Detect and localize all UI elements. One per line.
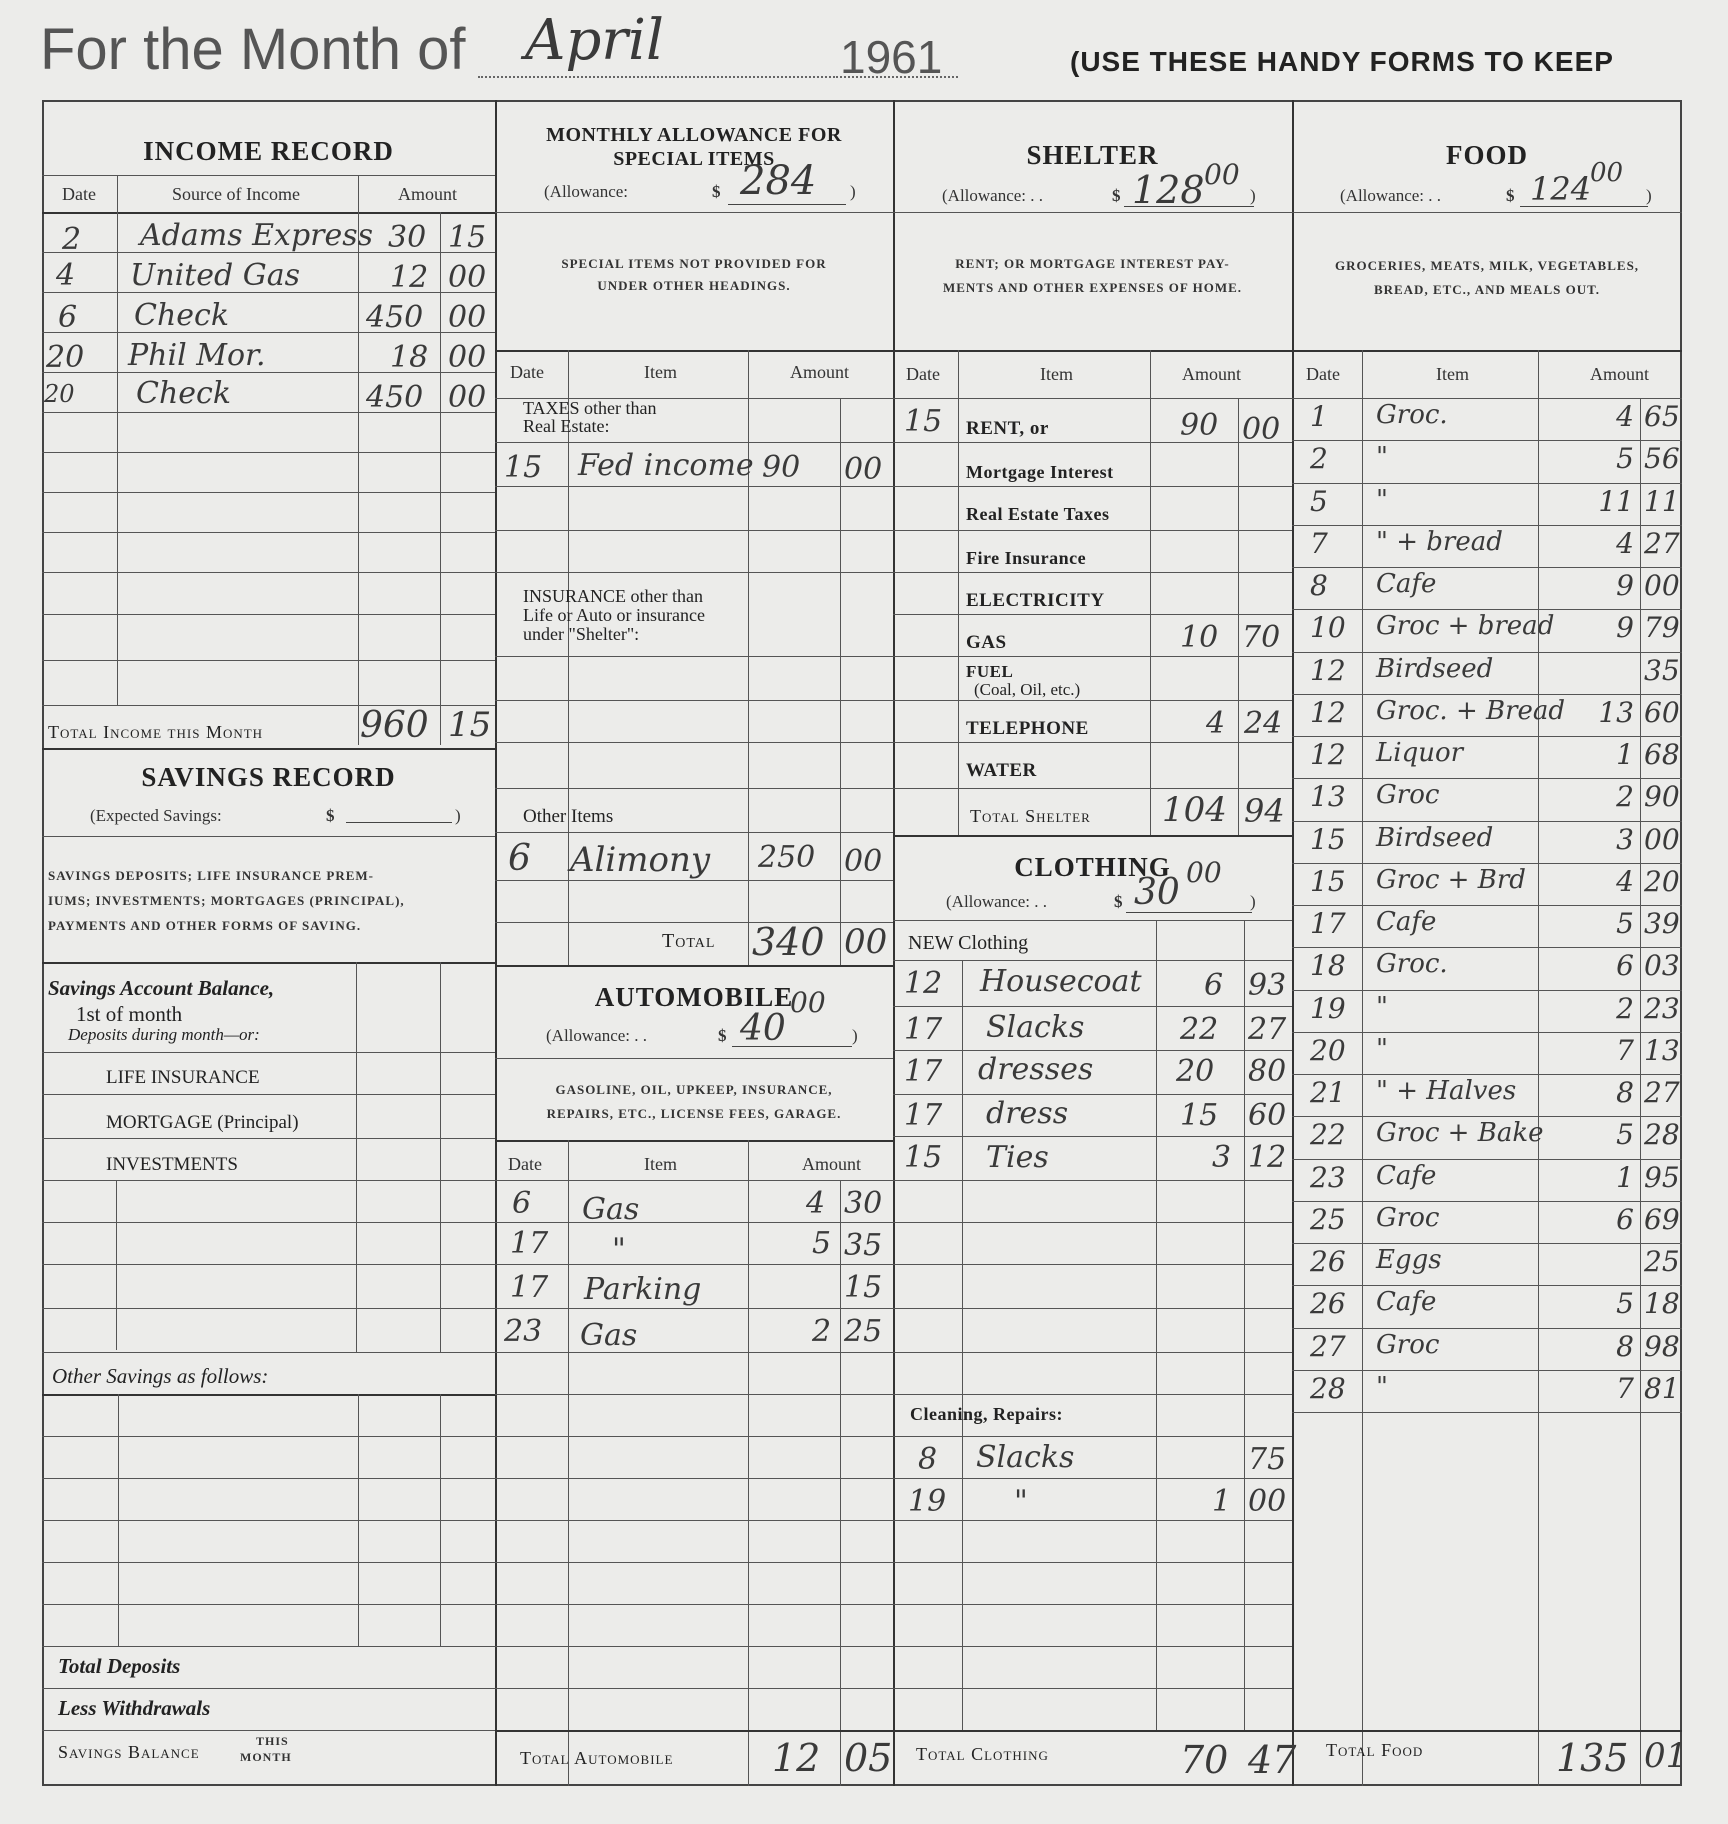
- month-underline: [478, 76, 838, 78]
- clothing-clean-2-date: 19: [908, 1484, 947, 1519]
- savings-other: Other Savings as follows:: [52, 1364, 269, 1388]
- food-row-23-dollars: 8: [1616, 1330, 1634, 1363]
- auto-row-2-date: 17: [510, 1226, 549, 1261]
- header-prefix: For the Month of: [40, 17, 466, 82]
- clothing-row-5-item: Ties: [986, 1140, 1049, 1175]
- food-row-1-date: 1: [1310, 400, 1328, 433]
- savings-less-withdrawals: Less Withdrawals: [58, 1696, 211, 1720]
- auto-allowance-cents: 00: [790, 986, 826, 1019]
- food-col-item: Item: [1436, 364, 1469, 384]
- food-row-10-date: 13: [1310, 780, 1346, 813]
- food-row-16-item: ": [1376, 1034, 1388, 1064]
- special-ins-2: Life or Auto or insurance: [523, 605, 705, 625]
- shelter-row-6-dollars: 10: [1180, 620, 1219, 655]
- food-desc-2: BREAD, ETC., AND MEALS OUT.: [1373, 282, 1601, 297]
- food-row-13-item: Cafe: [1376, 907, 1437, 937]
- special-desc-1: SPECIAL ITEMS NOT PROVIDED FOR: [561, 256, 827, 271]
- food-row-13-date: 17: [1310, 907, 1346, 940]
- income-total-dollars: 960: [360, 705, 429, 746]
- food-row-2-item: ": [1376, 442, 1388, 472]
- clothing-allowance-cents: 00: [1186, 856, 1222, 889]
- special-col-amount: Amount: [790, 362, 850, 382]
- shelter-desc-2: MENTS AND OTHER EXPENSES OF HOME.: [942, 280, 1243, 295]
- clothing-dollar: $: [1114, 892, 1123, 911]
- food-row-1-cents: 65: [1644, 400, 1680, 433]
- food-row-1-item: Groc.: [1376, 400, 1448, 430]
- savings-title: SAVINGS RECORD: [141, 762, 396, 792]
- auto-total-dollars: 12: [772, 1736, 821, 1780]
- food-row-20-cents: 69: [1644, 1203, 1680, 1236]
- income-row-3-date: 6: [58, 300, 78, 335]
- food-row-24-dollars: 7: [1616, 1372, 1634, 1405]
- food-row-19-date: 23: [1310, 1161, 1346, 1194]
- savings-balance-label: Savings Balance: [58, 1742, 200, 1762]
- food-row-15-date: 19: [1310, 992, 1346, 1025]
- shelter-desc-1: RENT; OR MORTGAGE INTEREST PAY-: [955, 256, 1230, 271]
- shelter-row-8-dollars: 4: [1206, 706, 1226, 741]
- auto-row-1-cents: 30: [844, 1186, 883, 1221]
- special-tax-item: Fed income: [578, 448, 754, 483]
- food-row-22-cents: 18: [1644, 1287, 1680, 1320]
- clothing-clean-2-item: ": [1014, 1484, 1028, 1519]
- divider-1: [495, 100, 497, 1786]
- auto-col-amount: Amount: [802, 1154, 862, 1174]
- auto-row-3-item: Parking: [584, 1272, 702, 1307]
- special-tax-date: 15: [504, 450, 543, 485]
- special-ins-1: INSURANCE other than: [523, 586, 703, 606]
- clothing-title: CLOTHING: [1014, 852, 1171, 882]
- food-row-2-dollars: 5: [1616, 442, 1634, 475]
- food-title: FOOD: [1446, 140, 1528, 170]
- food-row-18-cents: 28: [1644, 1118, 1680, 1151]
- food-row-12-date: 15: [1310, 865, 1346, 898]
- shelter-row-5-item: ELECTRICITY: [966, 590, 1105, 611]
- auto-row-4-dollars: 2: [812, 1314, 832, 1349]
- auto-close: ): [852, 1026, 858, 1045]
- food-row-20-item: Groc: [1376, 1203, 1440, 1233]
- auto-allow-label: (Allowance: . .: [546, 1026, 648, 1045]
- clothing-total-label: Total Clothing: [916, 1744, 1049, 1764]
- food-row-3-item: ": [1376, 485, 1388, 515]
- food-row-22-dollars: 5: [1616, 1287, 1634, 1320]
- auto-col-item: Item: [644, 1154, 677, 1174]
- special-dollar: $: [712, 182, 721, 201]
- special-ins-3: under "Shelter":: [523, 624, 640, 644]
- food-row-12-item: Groc + Brd: [1376, 865, 1526, 895]
- food-row-16-cents: 13: [1644, 1034, 1680, 1067]
- food-row-22-item: Cafe: [1376, 1287, 1437, 1317]
- food-row-10-cents: 90: [1644, 780, 1680, 813]
- auto-row-3-date: 17: [510, 1270, 549, 1305]
- food-row-18-date: 22: [1310, 1118, 1346, 1151]
- shelter-row-4-item: Fire Insurance: [966, 548, 1087, 568]
- shelter-row-8-cents: 24: [1244, 706, 1283, 741]
- food-row-22-date: 26: [1310, 1287, 1346, 1320]
- shelter-col-amount: Amount: [1182, 364, 1242, 384]
- shelter-row-1-item: RENT, or: [966, 418, 1049, 439]
- clothing-clean-1-date: 8: [918, 1442, 938, 1477]
- food-row-16-dollars: 7: [1616, 1034, 1634, 1067]
- food-row-9-dollars: 1: [1616, 738, 1634, 771]
- income-row-1-date: 2: [62, 222, 82, 257]
- food-row-11-item: Birdseed: [1376, 823, 1494, 853]
- food-row-8-cents: 60: [1644, 696, 1680, 729]
- food-row-21-cents: 25: [1644, 1245, 1680, 1278]
- special-allow-label: (Allowance:: [544, 182, 629, 201]
- special-total-dollars: 340: [752, 920, 825, 964]
- food-col-date: Date: [1306, 364, 1340, 384]
- income-row-3-source: Check: [134, 298, 230, 333]
- clothing-row-2-cents: 27: [1248, 1012, 1287, 1047]
- food-row-6-cents: 79: [1644, 611, 1680, 644]
- food-row-23-date: 27: [1310, 1330, 1346, 1363]
- auto-row-3-cents: 15: [844, 1270, 883, 1305]
- food-row-14-cents: 03: [1644, 949, 1680, 982]
- clothing-row-3-dollars: 20: [1176, 1054, 1215, 1089]
- auto-row-4-item: Gas: [580, 1318, 638, 1353]
- food-row-13-dollars: 5: [1616, 907, 1634, 940]
- auto-desc-1: GASOLINE, OIL, UPKEEP, INSURANCE,: [555, 1082, 833, 1097]
- food-col-amount: Amount: [1590, 364, 1650, 384]
- food-row-21-date: 26: [1310, 1245, 1346, 1278]
- savings-balance-2: 1st of month: [76, 1002, 183, 1026]
- shelter-fuel-sub: (Coal, Oil, etc.): [974, 680, 1081, 699]
- special-total-cents: 00: [844, 922, 888, 962]
- food-close: ): [1646, 186, 1652, 205]
- income-row-5-date: 20: [44, 380, 75, 408]
- food-row-18-dollars: 5: [1616, 1118, 1634, 1151]
- clothing-row-1-item: Housecoat: [980, 964, 1142, 999]
- income-row-1-source: Adams Express: [140, 218, 374, 253]
- shelter-row-3-item: Real Estate Taxes: [966, 504, 1110, 524]
- food-row-4-item: " + bread: [1376, 527, 1503, 557]
- clothing-row-5-cents: 12: [1248, 1140, 1287, 1175]
- food-row-9-cents: 68: [1644, 738, 1680, 771]
- shelter-total-dollars: 104: [1162, 790, 1227, 830]
- food-row-4-cents: 27: [1644, 527, 1680, 560]
- income-row-5-source: Check: [136, 376, 232, 411]
- income-row-1-cents: 15: [448, 220, 487, 255]
- savings-balance-3: Deposits during month—or:: [68, 1025, 260, 1044]
- clothing-row-2-date: 17: [904, 1012, 943, 1047]
- auto-row-2-item: ": [612, 1232, 626, 1267]
- income-row-3-cents: 00: [448, 300, 487, 335]
- savings-investments: INVESTMENTS: [106, 1154, 238, 1175]
- auto-title: AUTOMOBILE: [594, 982, 794, 1012]
- food-row-3-date: 5: [1310, 485, 1328, 518]
- savings-expected-label: (Expected Savings:: [90, 806, 222, 825]
- income-row-5-dollars: 450: [366, 380, 424, 415]
- food-row-17-date: 21: [1310, 1076, 1346, 1109]
- shelter-row-2-item: Mortgage Interest: [966, 462, 1114, 482]
- food-row-12-dollars: 4: [1616, 865, 1634, 898]
- food-row-14-dollars: 6: [1616, 949, 1634, 982]
- shelter-row-8-item: TELEPHONE: [966, 718, 1089, 739]
- food-row-9-date: 12: [1310, 738, 1346, 771]
- clothing-row-2-item: Slacks: [986, 1010, 1085, 1045]
- auto-row-4-date: 23: [504, 1314, 543, 1349]
- shelter-allow-label: (Allowance: . .: [942, 186, 1044, 205]
- income-row-2-source: United Gas: [130, 258, 300, 293]
- savings-expected-field[interactable]: [346, 822, 452, 823]
- food-row-7-date: 12: [1310, 654, 1346, 687]
- income-row-4-date: 20: [46, 340, 85, 375]
- savings-this: THIS: [256, 1734, 289, 1748]
- shelter-col-item: Item: [1040, 364, 1073, 384]
- auto-row-1-dollars: 4: [806, 1186, 826, 1221]
- auto-allowance: 40: [740, 1008, 786, 1049]
- food-dollar: $: [1506, 186, 1515, 205]
- shelter-row-9-item: WATER: [966, 760, 1037, 781]
- clothing-row-4-dollars: 15: [1180, 1098, 1219, 1133]
- income-col-date: Date: [62, 184, 96, 204]
- special-taxes-1: TAXES other than: [523, 398, 657, 418]
- special-taxes-2: Real Estate:: [523, 416, 610, 436]
- food-row-23-item: Groc: [1376, 1330, 1440, 1360]
- food-row-8-date: 12: [1310, 696, 1346, 729]
- savings-dollar: $: [326, 806, 335, 825]
- header-note: (USE THESE HANDY FORMS TO KEEP: [1070, 46, 1614, 77]
- income-col-amount: Amount: [398, 184, 458, 204]
- shelter-row-6-cents: 70: [1242, 620, 1281, 655]
- income-title: INCOME RECORD: [143, 136, 394, 166]
- special-total-label: Total: [662, 930, 716, 952]
- food-row-11-date: 15: [1310, 823, 1346, 856]
- clothing-clean-2-cents: 00: [1248, 1484, 1287, 1519]
- food-row-2-cents: 56: [1644, 442, 1680, 475]
- shelter-row-1-date: 15: [904, 404, 943, 439]
- food-row-19-dollars: 1: [1616, 1161, 1634, 1194]
- shelter-total-label: Total Shelter: [970, 806, 1091, 826]
- clothing-total-dollars: 70: [1180, 1738, 1229, 1782]
- clothing-row-4-item: dress: [986, 1096, 1069, 1131]
- food-row-8-dollars: 13: [1598, 696, 1634, 729]
- clothing-close: ): [1250, 892, 1256, 911]
- food-row-3-cents: 11: [1644, 485, 1680, 518]
- income-row-4-source: Phil Mor.: [128, 338, 266, 373]
- special-other-dollars: 250: [758, 840, 816, 875]
- special-allowance: 284: [740, 158, 817, 204]
- shelter-close: ): [1250, 186, 1256, 205]
- special-close: ): [850, 182, 856, 201]
- food-total-dollars: 135: [1556, 1736, 1629, 1780]
- auto-col-date: Date: [508, 1154, 542, 1174]
- food-row-15-dollars: 2: [1616, 992, 1634, 1025]
- food-row-24-date: 28: [1310, 1372, 1346, 1405]
- clothing-allowance: 30: [1134, 872, 1180, 913]
- special-title-1: MONTHLY ALLOWANCE FOR: [546, 124, 842, 146]
- clothing-row-1-dollars: 6: [1204, 968, 1224, 1003]
- header-month: April: [525, 8, 664, 73]
- food-row-9-item: Liquor: [1376, 738, 1464, 768]
- food-row-14-item: Groc.: [1376, 949, 1448, 979]
- header-year: 1961: [840, 31, 943, 83]
- food-row-12-cents: 20: [1644, 865, 1680, 898]
- food-row-20-date: 25: [1310, 1203, 1346, 1236]
- income-row-3-dollars: 450: [366, 300, 424, 335]
- income-row-1-dollars: 30: [388, 220, 427, 255]
- clothing-row-4-date: 17: [904, 1098, 943, 1133]
- food-row-2-date: 2: [1310, 442, 1328, 475]
- auto-desc-2: REPAIRS, ETC., LICENSE FEES, GARAGE.: [546, 1106, 842, 1121]
- food-row-1-dollars: 4: [1616, 400, 1634, 433]
- clothing-clean-1-item: Slacks: [976, 1440, 1075, 1475]
- food-row-7-item: Birdseed: [1376, 654, 1494, 684]
- clothing-row-3-item: dresses: [978, 1052, 1094, 1087]
- food-row-20-dollars: 6: [1616, 1203, 1634, 1236]
- auto-dollar: $: [718, 1026, 727, 1045]
- income-row-2-dollars: 12: [390, 260, 429, 295]
- food-row-5-cents: 00: [1644, 569, 1680, 602]
- clothing-row-1-date: 12: [904, 966, 943, 1001]
- year-underline: [840, 76, 958, 78]
- food-allow-label: (Allowance: . .: [1340, 186, 1442, 205]
- food-row-11-dollars: 3: [1616, 823, 1634, 856]
- savings-mortgage: MORTGAGE (Principal): [106, 1112, 299, 1133]
- shelter-title: SHELTER: [1026, 140, 1159, 170]
- clothing-row-1-cents: 93: [1248, 968, 1287, 1003]
- food-row-19-cents: 95: [1644, 1161, 1680, 1194]
- food-row-15-item: ": [1376, 992, 1388, 1022]
- shelter-row-1-dollars: 90: [1180, 408, 1219, 443]
- food-row-11-cents: 00: [1644, 823, 1680, 856]
- food-row-13-cents: 39: [1644, 907, 1680, 940]
- food-row-10-dollars: 2: [1616, 780, 1634, 813]
- income-row-2-cents: 00: [448, 260, 487, 295]
- clothing-row-5-date: 15: [904, 1140, 943, 1175]
- food-row-4-date: 7: [1310, 527, 1328, 560]
- savings-balance-1: Savings Account Balance,: [48, 976, 275, 1000]
- food-row-19-item: Cafe: [1376, 1161, 1437, 1191]
- savings-close: ): [455, 806, 461, 825]
- income-col-source: Source of Income: [172, 184, 300, 204]
- food-row-17-cents: 27: [1644, 1076, 1680, 1109]
- special-col-item: Item: [644, 362, 677, 382]
- special-other-date: 6: [508, 838, 531, 879]
- food-row-23-cents: 98: [1644, 1330, 1680, 1363]
- food-allowance-cents: 00: [1590, 158, 1624, 188]
- food-row-5-item: Cafe: [1376, 569, 1437, 599]
- shelter-dollar: $: [1112, 186, 1121, 205]
- savings-life-insurance: LIFE INSURANCE: [106, 1067, 260, 1088]
- food-row-5-date: 8: [1310, 569, 1328, 602]
- special-other-label: Other Items: [523, 806, 614, 827]
- food-row-17-item: " + Halves: [1376, 1076, 1517, 1106]
- savings-desc-1: SAVINGS DEPOSITS; LIFE INSURANCE PREM-: [48, 868, 374, 883]
- food-row-6-dollars: 9: [1616, 611, 1634, 644]
- food-row-14-date: 18: [1310, 949, 1346, 982]
- savings-desc-2: IUMS; INVESTMENTS; MORTGAGES (PRINCIPAL),: [48, 893, 405, 908]
- divider-3: [1292, 100, 1294, 1786]
- food-desc-1: GROCERIES, MEATS, MILK, VEGETABLES,: [1334, 258, 1640, 273]
- food-row-24-cents: 81: [1644, 1372, 1680, 1405]
- shelter-row-1-cents: 00: [1242, 412, 1281, 447]
- food-row-10-item: Groc: [1376, 780, 1440, 810]
- food-row-16-date: 20: [1310, 1034, 1346, 1067]
- special-other-item: Alimony: [570, 840, 711, 880]
- shelter-allowance-cents: 00: [1204, 158, 1240, 191]
- clothing-total-cents: 47: [1248, 1738, 1297, 1782]
- auto-row-2-cents: 35: [844, 1228, 883, 1263]
- food-total-cents: 01: [1644, 1736, 1688, 1776]
- food-row-6-item: Groc + bread: [1376, 611, 1555, 641]
- food-row-18-item: Groc + Bake: [1376, 1118, 1544, 1148]
- savings-desc-3: PAYMENTS AND OTHER FORMS OF SAVING.: [48, 918, 362, 933]
- clothing-clean-1-cents: 75: [1248, 1442, 1287, 1477]
- special-title-2: SPECIAL ITEMS: [613, 148, 775, 170]
- auto-row-1-item: Gas: [582, 1192, 640, 1227]
- clothing-clean-2-dollars: 1: [1212, 1484, 1232, 1519]
- shelter-row-7-item: FUEL: [966, 662, 1014, 681]
- special-tax-cents: 00: [844, 452, 883, 487]
- shelter-total-cents: 94: [1244, 792, 1285, 830]
- food-row-15-cents: 23: [1644, 992, 1680, 1025]
- auto-row-2-dollars: 5: [812, 1226, 832, 1261]
- income-row-4-cents: 00: [448, 340, 487, 375]
- special-col-date: Date: [510, 362, 544, 382]
- clothing-row-3-date: 17: [904, 1054, 943, 1089]
- clothing-row-3-cents: 80: [1248, 1054, 1287, 1089]
- auto-total-label: Total Automobile: [520, 1748, 674, 1768]
- food-row-24-item: ": [1376, 1372, 1388, 1402]
- income-total-label: Total Income this Month: [48, 722, 264, 742]
- auto-row-4-cents: 25: [844, 1314, 883, 1349]
- food-row-6-date: 10: [1310, 611, 1346, 644]
- food-row-7-cents: 35: [1644, 654, 1680, 687]
- special-tax-dollars: 90: [762, 450, 801, 485]
- clothing-new-label: NEW Clothing: [908, 932, 1029, 954]
- shelter-row-6-item: GAS: [966, 632, 1007, 653]
- divider-2: [893, 100, 895, 1786]
- income-row-4-dollars: 18: [390, 340, 429, 375]
- savings-month: MONTH: [240, 1750, 292, 1764]
- shelter-allowance: 128: [1132, 168, 1205, 212]
- food-row-4-dollars: 4: [1616, 527, 1634, 560]
- clothing-row-2-dollars: 22: [1180, 1012, 1219, 1047]
- clothing-row-5-dollars: 3: [1212, 1140, 1232, 1175]
- special-desc-2: UNDER OTHER HEADINGS.: [597, 278, 791, 293]
- food-total-label: Total Food: [1326, 1740, 1424, 1760]
- special-other-cents: 00: [844, 844, 883, 879]
- clothing-allow-label: (Allowance: . .: [946, 892, 1048, 911]
- auto-row-1-date: 6: [512, 1186, 532, 1221]
- shelter-col-date: Date: [906, 364, 940, 384]
- auto-total-cents: 05: [844, 1736, 893, 1780]
- income-row-5-cents: 00: [448, 380, 487, 415]
- clothing-row-4-cents: 60: [1248, 1098, 1287, 1133]
- food-row-5-dollars: 9: [1616, 569, 1634, 602]
- income-total-cents: 15: [448, 705, 492, 745]
- clothing-cleaning-label: Cleaning, Repairs:: [910, 1404, 1063, 1424]
- food-row-21-item: Eggs: [1376, 1245, 1442, 1275]
- food-allowance: 124: [1530, 170, 1592, 208]
- food-row-3-dollars: 11: [1598, 485, 1634, 518]
- food-row-8-item: Groc. + Bread: [1376, 696, 1566, 726]
- food-row-17-dollars: 8: [1616, 1076, 1634, 1109]
- savings-total-deposits: Total Deposits: [58, 1654, 181, 1678]
- income-row-2-date: 4: [56, 258, 76, 293]
